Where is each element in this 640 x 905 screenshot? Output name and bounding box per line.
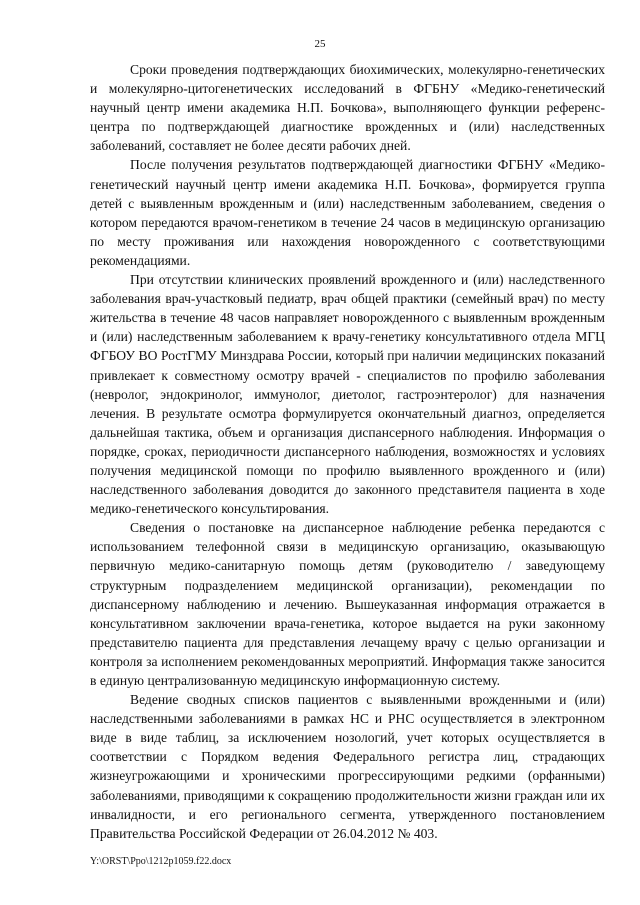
- paragraph-4: Сведения о постановке на диспансерное наблюдение ребенка передаются с использованием телефонной связи в медицинскую организацию, оказывающую первичную медико-санитарную помощь детям (руководителю / заведующему структурным подразделением медицинской организации), рекомендации по диспансерному наблюдению и лечению. Вышеуказанная информация отражается в консультативном заключении врача-генетика, которое выдается на руки законному представителю пациента для представления лечащему врачу с целью организации и контроля за исполнением рекомендованных мероприятий. Информация также заносится в единую централизованную медицинскую информационную систему.: [90, 520, 605, 688]
- page-number: 25: [314, 38, 326, 50]
- paragraph-2: После получения результатов подтверждающей диагностики ФГБНУ «Медико-генетический научный центр имени академика Н.П. Бочкова», формируется группа детей с выявленным врожденным и (или) наследственным заболеванием, сведения о котором передаются врачом-генетиком в течение 24 часов в медицинскую организацию по месту проживания или нахождения новорожденного с соответствующими рекомендациями.: [90, 157, 605, 268]
- paragraph-3: При отсутствии клинических проявлений врожденного и (или) наследственного заболевания врач-участковый педиатр, врач общей практики (семейный врач) по месту жительства в течение 48 часов направляет новорожденного с выявленным врожденным и (или) наследственным заболеванием к врачу-генетику консультативного отдела МГЦ ФГБОУ ВО РостГМУ Минздрава России, который при наличии медицинских показаний привлекает к совместному осмотру врачей - специалистов по профилю заболевания (невролог, эндокринолог, иммунолог, диетолог, гастроэнтеролог) для назначения лечения. В результате осмотра формулируется окончательный диагноз, определяется дальнейшая тактика, объем и организация диспансерного наблюдения. Информация о порядке, сроках, периодичности диспансерного наблюдения, возможностях и условиях получения медицинской помощи по профилю выявленного врожденного и (или) наследственного заболевания доводится до законного представителя пациента в ходе медико-генетического консультирования.: [90, 272, 605, 517]
- footer-file-path: Y:\ORST\Ppo\1212p1059.f22.docx: [90, 856, 232, 867]
- paragraph-1: Сроки проведения подтверждающих биохимических, молекулярно-генетических и молекулярно-цитогенетических исследований в ФГБНУ «Медико-генетический научный центр имени академика Н.П. Бочкова», выполняющего функции референс-центра по подтверждающей диагностике врожденных и (или) наследственных заболеваний, составляет не более десяти рабочих дней.: [90, 62, 605, 154]
- document-body: [90, 60, 605, 843]
- paragraph-5: Ведение сводных списков пациентов с выявленными врожденными и (или) наследственными заболеваниями в рамках НС и РНС осуществляется в электронном виде в виде таблиц, за исключением нозологий, учет которых осуществляется в соответствии с Порядком ведения Федерального регистра лиц, страдающих жизнеугрожающими и хроническими прогрессирующими редкими (орфанными) заболеваниями, приводящими к сокращению продолжительности жизни граждан или их инвалидности, и его регионального сегмента, утвержденного постановлением Правительства Российской Федерации от 26.04.2012 № 403.: [90, 692, 605, 841]
